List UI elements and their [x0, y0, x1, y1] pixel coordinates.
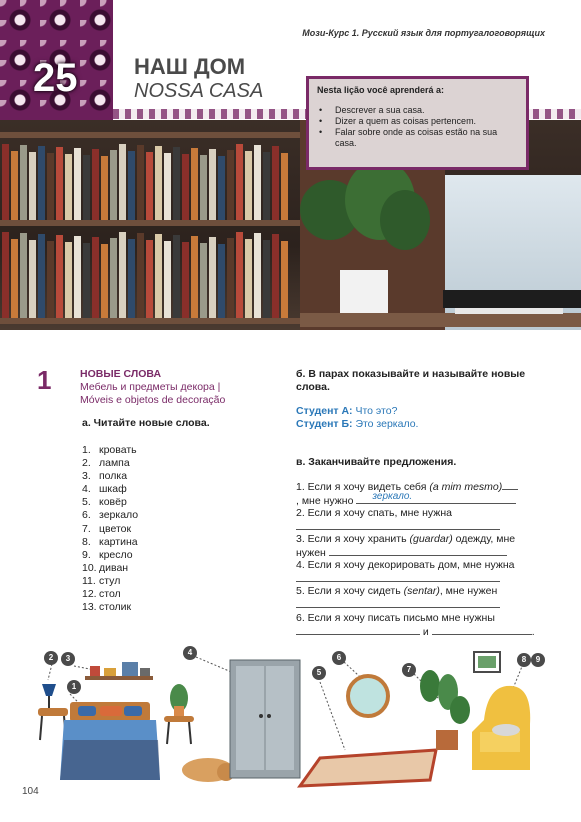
- vocabulary-number: 3.: [82, 470, 91, 483]
- task-a-instruction: а. Читайте новые слова.: [82, 417, 210, 429]
- book-spine: [263, 152, 270, 220]
- book-spine: [137, 145, 144, 220]
- vocabulary-word: кровать: [99, 444, 137, 456]
- vocabulary-item: [82, 562, 138, 575]
- leader-5: [320, 682, 345, 750]
- armchair-drawing: [472, 686, 530, 770]
- book-spine: [155, 234, 162, 318]
- book-spine: [74, 236, 81, 318]
- goal-item: • Falar sobre onde as coisas estão na sua casa.: [317, 127, 518, 149]
- speaker-a-label: Студент А:: [296, 405, 353, 417]
- mirror-drawing: [348, 676, 388, 716]
- book-spine: [173, 235, 180, 318]
- vocabulary-word: стол: [99, 588, 121, 601]
- monitor: [443, 290, 581, 308]
- book-spine: [92, 149, 99, 220]
- task-v-instruction: в. Заканчивайте предложения.: [296, 456, 457, 468]
- book-spine: [281, 153, 288, 220]
- book-spine: [20, 145, 27, 220]
- vocabulary-word: полка: [99, 470, 128, 483]
- plant-leaves: [380, 190, 430, 250]
- section-number: 1: [37, 365, 52, 395]
- wall-shelf-drawing: [85, 662, 153, 680]
- book-spine: [164, 153, 171, 220]
- vocabulary-word: зеркало: [99, 509, 139, 522]
- ex4-text: 4. Если я хочу декорировать дом, мне нужна: [296, 559, 515, 571]
- ex5-blank[interactable]: [296, 598, 500, 608]
- dialog-line-b: [296, 418, 418, 431]
- book-spine: [146, 240, 153, 318]
- callout-3: 3: [61, 652, 75, 666]
- ex3-text-end: нужен: [296, 547, 326, 559]
- vocabulary-number: 4.: [82, 483, 91, 496]
- book-spine: [11, 239, 18, 318]
- ex6-blank-2[interactable]: [432, 625, 532, 635]
- ex3-text-cont: одежду, мне: [452, 533, 516, 545]
- book-spine: [119, 232, 126, 318]
- vocabulary-item: [82, 575, 138, 588]
- lesson-goals-box: [306, 76, 529, 170]
- vocabulary-item: [82, 444, 138, 457]
- ex6-and: и: [422, 626, 429, 638]
- speaker-b-text: Это зеркало.: [355, 418, 419, 430]
- ex3-italic: (guardar): [409, 533, 453, 545]
- book-spine: [236, 232, 243, 318]
- book-spine: [11, 151, 18, 220]
- book-spine: [245, 239, 252, 318]
- callout-9: 9: [531, 653, 545, 667]
- book-spine: [110, 150, 117, 220]
- book-spine: [83, 155, 90, 220]
- callout-1: 1: [67, 680, 81, 694]
- ex3-text: 3. Если я хочу хранить: [296, 533, 410, 545]
- vocabulary-number: 2.: [82, 457, 91, 470]
- vocabulary-word: стул: [99, 574, 121, 587]
- book-spine: [173, 147, 180, 220]
- vocabulary-word: лампа: [99, 457, 130, 470]
- book-spine: [92, 237, 99, 318]
- vocabulary-word: ковёр: [99, 496, 127, 509]
- book-spine: [65, 154, 72, 220]
- book-spine: [182, 242, 189, 318]
- book-spine: [128, 239, 135, 318]
- goal-item: • Descrever a sua casa.: [317, 105, 518, 116]
- book-spine: [227, 238, 234, 318]
- book-spine: [272, 146, 279, 220]
- exercise-3: [296, 533, 546, 560]
- exercise-2: [296, 507, 546, 534]
- book-spine: [38, 146, 45, 220]
- callout-2: 2: [44, 651, 58, 665]
- book-spine: [191, 148, 198, 220]
- exercise-4: [296, 559, 546, 586]
- ex4-blank[interactable]: [296, 572, 500, 582]
- ex5-text-cont: , мне нужен: [439, 585, 498, 597]
- callout-6: 6: [332, 651, 346, 665]
- vocabulary-word: шкаф: [99, 483, 127, 496]
- vocabulary-number: 8.: [82, 535, 91, 548]
- vocabulary-word: картина: [99, 535, 138, 548]
- course-title: Мози-Курс 1. Русский язык для португалоговорящих: [302, 28, 545, 38]
- dialog-line-a: [296, 405, 418, 418]
- book-spine: [218, 244, 225, 318]
- book-spine: [236, 144, 243, 220]
- ex5-italic: (sentar): [403, 585, 440, 597]
- section-heading-block: [80, 368, 225, 407]
- section-heading: НОВЫЕ СЛОВА: [80, 368, 162, 380]
- book-spine: [101, 244, 108, 318]
- book-spine: [47, 153, 54, 220]
- side-table-drawing: [164, 684, 194, 744]
- ex1-text-cont: , мне нужно: [296, 495, 354, 507]
- book-spine: [110, 238, 117, 318]
- vocabulary-number: 11.: [82, 574, 96, 587]
- ex1-italic: (a mim mesmo): [429, 481, 503, 493]
- ex5-text: 5. Если я хочу сидеть: [296, 585, 404, 597]
- lamp-drawing: [42, 684, 56, 708]
- vocabulary-word: кресло: [99, 548, 133, 561]
- ex1-text: 1. Если я хочу видеть себя: [296, 481, 430, 493]
- speaker-b-label: Студент Б:: [296, 418, 353, 430]
- goal-item: • Dizer a quem as coisas pertencem.: [317, 116, 518, 127]
- vocabulary-number: 5.: [82, 496, 91, 509]
- rug-drawing: [300, 750, 436, 786]
- ex1-blank-inline[interactable]: [502, 480, 518, 490]
- exercise-5: [296, 585, 546, 612]
- book-spine: [38, 234, 45, 318]
- book-spine: [20, 233, 27, 318]
- ex2-text: 2. Если я хочу спать, мне нужна: [296, 507, 452, 519]
- book-spine: [281, 241, 288, 318]
- book-spine: [272, 234, 279, 318]
- book-spine: [29, 152, 36, 220]
- section-subtitle-pt: Móveis e objetos de decoração: [80, 394, 226, 406]
- dog-drawing: [182, 758, 235, 782]
- book-spine: [65, 242, 72, 318]
- vocabulary-list: [82, 444, 138, 614]
- vocabulary-number: 1.: [82, 444, 91, 456]
- ex2-blank[interactable]: [296, 520, 500, 530]
- bed-drawing: [60, 702, 160, 780]
- book-spine: [119, 144, 126, 220]
- vocabulary-number: 12.: [82, 588, 97, 601]
- callout-7: 7: [402, 663, 416, 677]
- book-spine: [137, 233, 144, 318]
- vocabulary-item: [82, 536, 138, 549]
- ex1-answer-blank[interactable]: [356, 491, 516, 504]
- vocabulary-item: [82, 523, 138, 536]
- shelf-bottom: [0, 318, 300, 324]
- book-spine: [128, 151, 135, 220]
- book-spine: [218, 156, 225, 220]
- section-subtitle-ru: Мебель и предметы декора |: [80, 381, 221, 393]
- vocabulary-word: диван: [99, 561, 129, 574]
- book-spine: [56, 235, 63, 318]
- book-spine: [182, 154, 189, 220]
- book-spine: [254, 145, 261, 220]
- book-spine: [146, 152, 153, 220]
- ex6-text: 6. Если я хочу писать письмо мне нужны: [296, 612, 495, 624]
- desk: [300, 313, 581, 327]
- book-spine: [29, 240, 36, 318]
- book-spine: [209, 149, 216, 220]
- vocabulary-item: [82, 457, 138, 470]
- painting-drawing: [474, 652, 500, 672]
- vocabulary-number: 10.: [82, 561, 97, 574]
- ex6-blank-1[interactable]: [296, 625, 420, 635]
- exercise-6: 6. Если я хочу писать письмо мне нужны и .: [296, 612, 546, 639]
- plant-drawing: [420, 670, 470, 750]
- callout-8: 8: [517, 653, 531, 667]
- book-spine: [227, 150, 234, 220]
- vocabulary-item: [82, 549, 138, 562]
- vocabulary-item: [82, 470, 138, 483]
- vocabulary-item: [82, 588, 138, 601]
- vocabulary-item: [82, 483, 138, 496]
- book-spine: [245, 151, 252, 220]
- keyboard: [455, 308, 563, 314]
- vocabulary-number: 7.: [82, 522, 91, 535]
- leader-2: [48, 664, 52, 680]
- book-spine: [263, 240, 270, 318]
- book-spine: [164, 241, 171, 318]
- book-spine: [200, 243, 207, 318]
- ex1-handwritten-answer: зеркало.: [372, 491, 413, 502]
- dialog-example: [296, 405, 418, 431]
- book-spine: [2, 232, 9, 318]
- book-spine: [56, 147, 63, 220]
- vocabulary-item: [82, 509, 138, 522]
- exercise-1: [296, 480, 546, 508]
- lesson-title-ru: НАШ ДОМ: [134, 54, 246, 79]
- speaker-a-text: Что это?: [355, 405, 398, 417]
- wardrobe-drawing: [230, 660, 300, 778]
- book-spine: [2, 144, 9, 220]
- book-spine: [209, 237, 216, 318]
- vocabulary-item: [82, 496, 138, 509]
- vocabulary-number: 9.: [82, 548, 91, 561]
- book-spine: [74, 148, 81, 220]
- book-spine: [83, 243, 90, 318]
- vocabulary-word: столик: [99, 601, 132, 614]
- page-number: 104: [22, 786, 39, 797]
- lesson-number: 25: [33, 56, 78, 100]
- vocabulary-number: 6.: [82, 509, 91, 522]
- callout-5: 5: [312, 666, 326, 680]
- book-spine: [254, 233, 261, 318]
- book-spine: [47, 241, 54, 318]
- goals-heading: Nesta lição você aprenderá a:: [317, 85, 445, 95]
- ex3-blank[interactable]: [329, 546, 507, 556]
- task-b-instruction: б. В парах показывайте и называйте новые слова.: [296, 368, 526, 393]
- book-spine: [155, 146, 162, 220]
- book-spine: [191, 236, 198, 318]
- book-spine: [101, 156, 108, 220]
- vocabulary-word: цветок: [99, 522, 132, 535]
- goals-list: [317, 105, 518, 149]
- shelf-top: [0, 132, 300, 138]
- book-spine: [200, 155, 207, 220]
- vocabulary-item: [82, 601, 138, 614]
- shelf-middle: [0, 220, 300, 226]
- furniture-illustration: [0, 640, 581, 790]
- lesson-title-pt: NOSSA CASA: [134, 80, 264, 102]
- callout-4: 4: [183, 646, 197, 660]
- vocabulary-number: 13.: [82, 601, 97, 614]
